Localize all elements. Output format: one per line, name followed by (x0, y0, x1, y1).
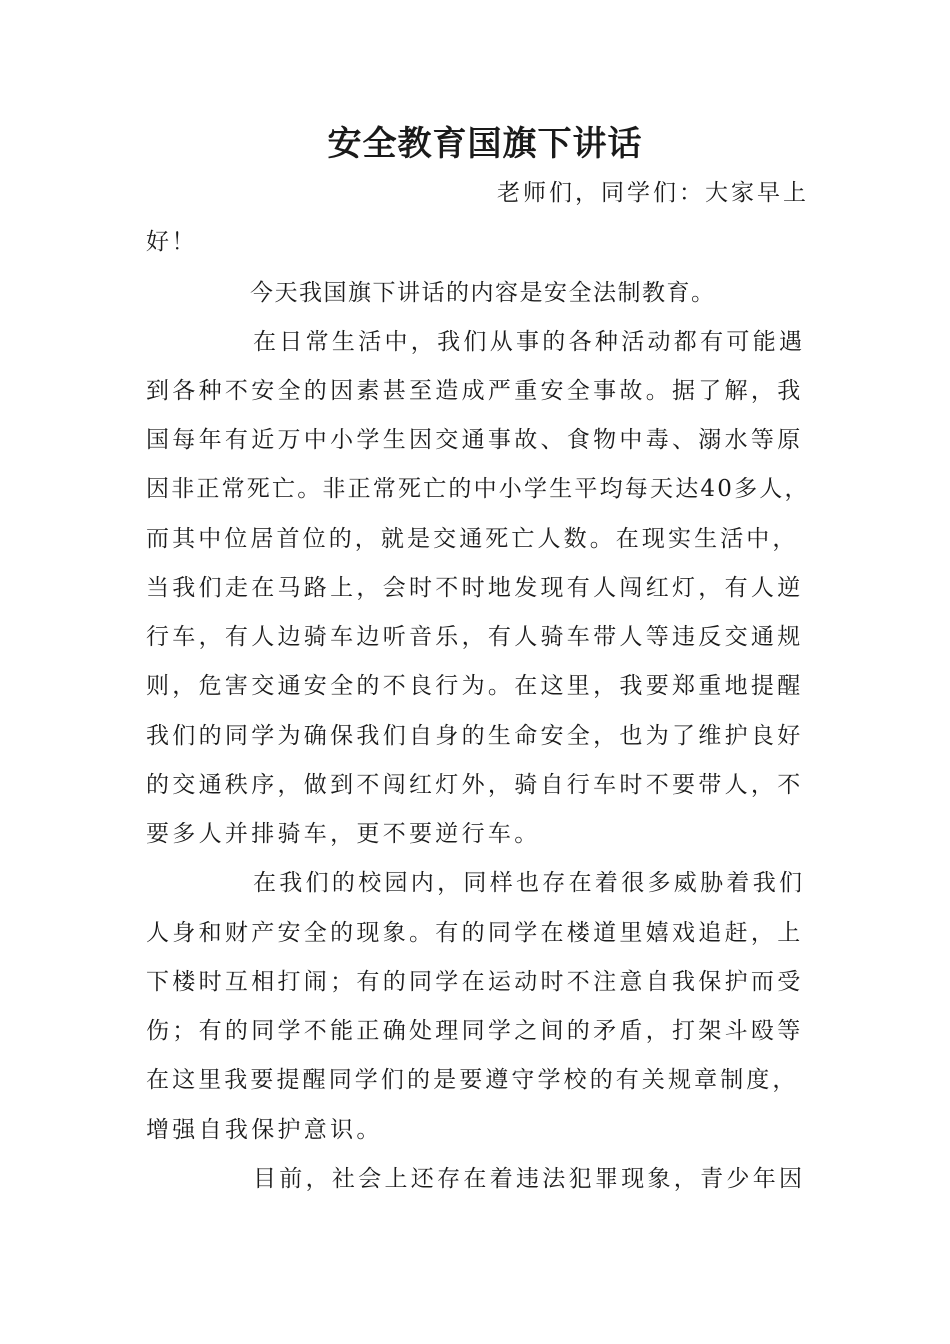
paragraph-line: 而其中位居首位的，就是交通死亡人数。在现实生活中， (146, 526, 799, 552)
paragraph-line: 到各种不安全的因素甚至造成严重安全事故。据了解，我 (146, 378, 804, 404)
paragraph-line: 的交通秩序，做到不闯红灯外，骑自行车时不要带人，不 (146, 772, 804, 798)
paragraph-line: 下楼时互相打闹；有的同学在运动时不注意自我保护而受 (146, 969, 804, 995)
paragraph-line: 伤；有的同学不能正确处理同学之间的矛盾，打架斗殴等 (146, 1018, 804, 1044)
paragraph-line: 增强自我保护意识。 (146, 1117, 383, 1143)
paragraph-line: 当我们走在马路上，会时不时地发现有人闯红灯，有人逆 (146, 575, 804, 601)
greeting-line: 好！ (146, 229, 197, 255)
paragraph-line: 在这里我要提醒同学们的是要遵守学校的有关规章制度， (146, 1067, 799, 1093)
paragraph-line: 今天我国旗下讲话的内容是安全法制教育。 (250, 280, 716, 306)
paragraph-line: 人身和财产安全的现象。有的同学在楼道里嬉戏追赶，上 (146, 920, 804, 946)
document-title: 安全教育国旗下讲话 (327, 124, 643, 164)
paragraph-line: 因非正常死亡。非正常死亡的中小学生平均每天达40多人， (146, 476, 810, 502)
paragraph-line: 行车，有人边骑车边听音乐，有人骑车带人等违反交通规 (146, 624, 804, 650)
paragraph-line: 我们的同学为确保我们自身的生命安全，也为了维护良好 (146, 723, 804, 749)
greeting-line: 老师们，同学们：大家早上 (497, 180, 809, 206)
paragraph-line: 目前，社会上还存在着违法犯罪现象，青少年因 (253, 1166, 806, 1192)
paragraph-line: 在我们的校园内，同样也存在着很多威胁着我们 (253, 870, 806, 896)
paragraph-line: 则，危害交通安全的不良行为。在这里，我要郑重地提醒 (146, 673, 804, 699)
paragraph-line: 要多人并排骑车，更不要逆行车。 (146, 821, 541, 847)
paragraph-line: 国每年有近万中小学生因交通事故、食物中毒、溺水等原 (146, 427, 804, 453)
paragraph-line: 在日常生活中，我们从事的各种活动都有可能遇 (253, 329, 806, 355)
